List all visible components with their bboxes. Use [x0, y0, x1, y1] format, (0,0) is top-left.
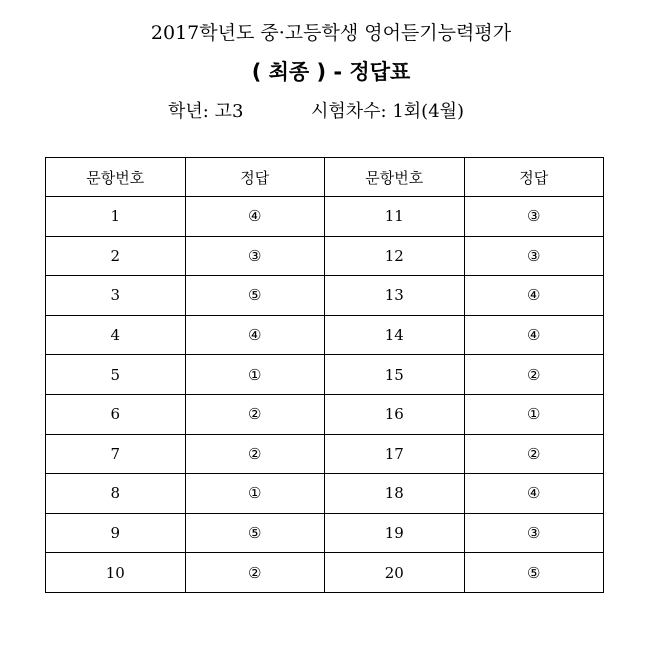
- table-row: [46, 276, 604, 316]
- table-row: [46, 197, 604, 237]
- answer-cell: ③: [185, 236, 325, 276]
- answer-cell: ④: [464, 315, 604, 355]
- question-number: 1: [46, 197, 186, 237]
- table-row: [46, 434, 604, 474]
- answer-cell: ④: [185, 315, 325, 355]
- question-number: 7: [46, 434, 186, 474]
- answer-key-table: [45, 157, 604, 593]
- answer-cell: ④: [185, 197, 325, 237]
- answer-cell: ②: [185, 434, 325, 474]
- question-number: 2: [46, 236, 186, 276]
- question-number: 15: [325, 355, 465, 395]
- table-row: [46, 553, 604, 593]
- answer-cell: ②: [185, 394, 325, 434]
- table-row: [46, 394, 604, 434]
- question-number: 18: [325, 474, 465, 514]
- table-row: [46, 474, 604, 514]
- question-number: 14: [325, 315, 465, 355]
- answer-cell: ①: [464, 394, 604, 434]
- question-number: 19: [325, 513, 465, 553]
- exam-info: [0, 98, 662, 126]
- table-row: [46, 513, 604, 553]
- answer-cell: ③: [464, 236, 604, 276]
- table-header-row: [46, 158, 604, 197]
- table-row: [46, 315, 604, 355]
- question-number: 6: [46, 394, 186, 434]
- column-header-question-right: 문항번호: [325, 158, 465, 197]
- answer-cell: ③: [464, 197, 604, 237]
- session-label: 시험차수: 1회(4월): [311, 101, 465, 122]
- table-row: [46, 355, 604, 395]
- answer-cell: ④: [464, 474, 604, 514]
- grade-label: 학년: 고3: [168, 101, 244, 122]
- document-title: 2017학년도 중·고등학생 영어듣기능력평가: [150, 22, 512, 44]
- question-number: 12: [325, 236, 465, 276]
- answer-cell: ②: [464, 355, 604, 395]
- answer-cell: ①: [185, 355, 325, 395]
- question-number: 10: [46, 553, 186, 593]
- column-header-answer-right: 정답: [464, 158, 604, 197]
- question-number: 8: [46, 474, 186, 514]
- column-header-answer-left: 정답: [185, 158, 325, 197]
- question-number: 3: [46, 276, 186, 316]
- answer-cell: ①: [185, 474, 325, 514]
- question-number: 9: [46, 513, 186, 553]
- question-number: 4: [46, 315, 186, 355]
- question-number: 16: [325, 394, 465, 434]
- question-number: 11: [325, 197, 465, 237]
- answer-cell: ③: [464, 513, 604, 553]
- document-subtitle: ( 최종 ) - 정답표: [251, 60, 411, 84]
- answer-cell: ⑤: [185, 513, 325, 553]
- question-number: 13: [325, 276, 465, 316]
- answer-cell: ⑤: [185, 276, 325, 316]
- question-number: 5: [46, 355, 186, 395]
- table-row: [46, 236, 604, 276]
- column-header-question-left: 문항번호: [46, 158, 186, 197]
- question-number: 20: [325, 553, 465, 593]
- answer-cell: ④: [464, 276, 604, 316]
- answer-cell: ②: [185, 553, 325, 593]
- answer-cell: ②: [464, 434, 604, 474]
- answer-cell: ⑤: [464, 553, 604, 593]
- question-number: 17: [325, 434, 465, 474]
